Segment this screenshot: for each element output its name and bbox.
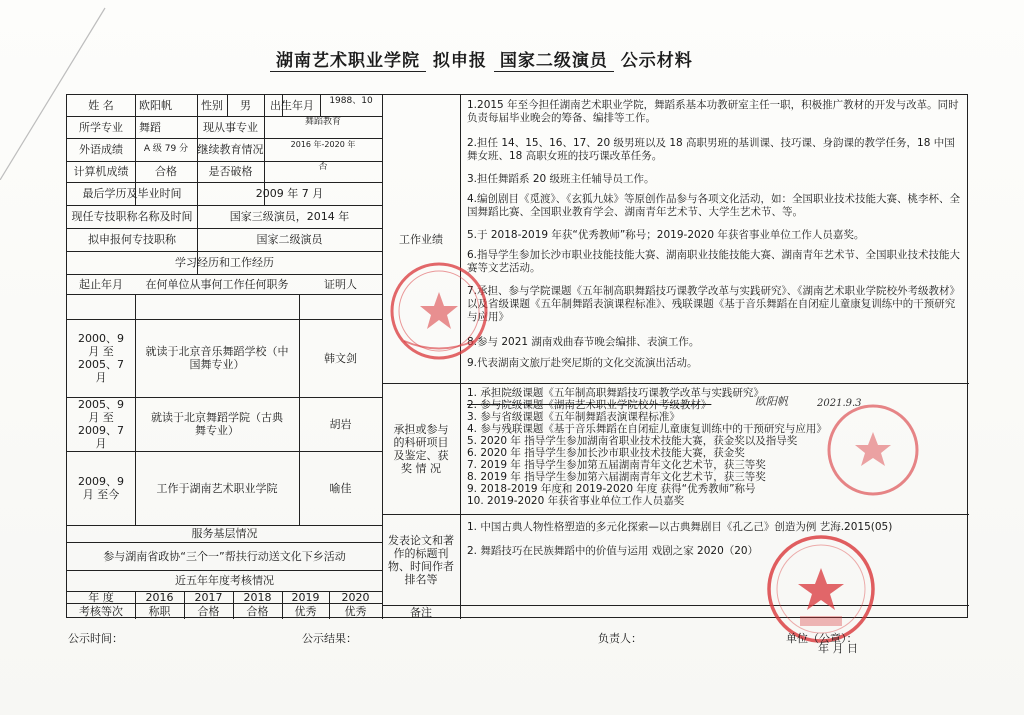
work-item: 1.2015 年至今担任湖南艺术职业学院，舞蹈系基本功教研室主任一职，积极推广教材的开发与改革。同时负责每届毕业晚会的筹备、编排等工作。 <box>467 99 959 124</box>
work-item: 5.于 2018-2019 年获“优秀教师”称号；2019-2020 年获省事业单位工作人员嘉奖。 <box>467 229 865 241</box>
remark-label: 备注 <box>410 605 432 619</box>
title-position: 国家二级演员 <box>494 51 614 72</box>
title-now-label: 现任专技职称名称及时间 <box>71 210 193 223</box>
research-item: 2. 参与院级课题《湖南艺术职业学院校外考级教材》 <box>467 399 712 411</box>
exp-row-witness: 喻佳 <box>329 481 352 495</box>
exp-header-unit: 在何单位从事何工作任何职务 <box>145 277 289 291</box>
continuing-label: 继续教育情况 <box>197 143 264 156</box>
assessment-grade: 称职 <box>148 604 171 618</box>
assessment-label: 近五年年度考核情况 <box>175 574 274 587</box>
title-apply-value: 国家二级演员 <box>256 233 323 246</box>
assessment-grade: 合格 <box>246 604 269 618</box>
major-value: 舞蹈 <box>139 120 161 134</box>
exp-row-period: 2000、9月 至 2005、7月 <box>78 332 124 384</box>
paper-item: 2. 舞蹈技巧在民族舞蹈中的价值与运用 戏剧之家 2020（20） <box>467 545 759 557</box>
work-item: 8.参与 2021 湖南戏曲春节晚会编排、表演工作。 <box>467 336 700 348</box>
footer-date-label: 年 月 日 <box>818 642 858 655</box>
research-item: 4. 参与残联课题《基于音乐舞蹈在自闭症儿童康复训练中的干预研究与应用》 <box>467 423 827 435</box>
research-item: 6. 2020 年 指导学生参加长沙市职业技术技能大赛，获金奖 <box>467 447 745 459</box>
application-form-table <box>66 94 968 618</box>
work-item: 9.代表湖南文旅厅赴突尼斯的文化交流演出活动。 <box>467 357 698 369</box>
title-school: 湖南艺术职业学院 <box>270 51 426 72</box>
work-item: 4.编创剧目《觅渡》、《玄狐九妹》等原创作品参与各项文化活动，如：全国职业技术技能大赛、桃李杯、全国舞蹈比赛、全国职业教育学会、湖南青年艺术节、大学生艺术节、等。 <box>467 193 961 218</box>
birth-label: 出生年月 <box>270 99 314 112</box>
footer-unit-label: 单位（公章）： <box>786 632 858 645</box>
assessment-grade: 优秀 <box>294 604 317 618</box>
research-item: 8. 2019 年 指导学生参加第六届湖南青年文化艺术节，获三等奖 <box>467 471 766 483</box>
current-major-label: 现从事专业 <box>203 120 258 134</box>
computer-value: 合格 <box>155 165 177 178</box>
document-title <box>270 46 693 71</box>
footer-result-label: 公示结果： <box>302 632 357 645</box>
birth-value: 1988、10 <box>329 96 373 106</box>
footer-leader-label: 负责人： <box>598 632 642 645</box>
name-label: 姓 名 <box>88 99 114 112</box>
edu-label: 最后学历及毕业时间 <box>82 187 182 200</box>
work-item: 3.担任舞蹈系 20 级班主任辅导员工作。 <box>467 173 655 185</box>
continuing-value: 2016 年-2020 年 <box>290 140 356 149</box>
service-label: 服务基层情况 <box>191 527 258 540</box>
exempt-value: 否 <box>318 162 328 172</box>
research-label: 承担或参与的科研项目及鉴定、获奖 情 况 <box>393 422 449 475</box>
exp-header-period: 起止年月 <box>79 277 123 291</box>
foreign-label: 外语成绩 <box>79 143 123 156</box>
assessment-grade-label: 考核等次 <box>79 604 123 618</box>
current-major-value: 舞蹈教育 <box>304 117 341 127</box>
research-item: 3. 参与省级课题《五年制舞蹈表演课程标准》 <box>467 411 680 423</box>
work-item: 2.担任 14、15、16、17、20 级男班以及 18 高职男班的基训课、技巧课、身韵课的教学任务，18 中国舞女班、18 高职女班的技巧课改革任务。 <box>467 137 955 162</box>
title-suffix: 公示材料 <box>620 51 693 71</box>
foreign-value: A 级 79 分 <box>143 144 189 154</box>
research-item: 5. 2020 年 指导学生参加湖南省职业技术技能大赛，获金奖以及指导奖 <box>467 435 798 447</box>
title-now-value: 国家三级演员，2014 年 <box>229 210 350 223</box>
papers-label: 发表论文和著作的标题刊物、时间作者排名等 <box>388 533 454 586</box>
research-item: 1. 承担院级课题《五年制高职舞蹈技巧课教学改革与实践研究》 <box>467 387 764 399</box>
exp-row-period: 2005、9月 至 2009、7月 <box>78 398 124 450</box>
exempt-label: 是否破格 <box>208 165 253 178</box>
assessment-year: 2020 <box>341 590 370 604</box>
exp-header-witness: 证明人 <box>324 277 357 291</box>
assessment-year-label: 年 度 <box>88 590 114 604</box>
sex-label: 性别 <box>201 99 223 112</box>
service-content: 参与湖南省政协“三个一”帮扶行动送文化下乡活动 <box>103 549 346 563</box>
footer-time-label: 公示时间： <box>68 632 123 645</box>
computer-label: 计算机成绩 <box>73 165 129 178</box>
sex-value: 男 <box>240 99 251 112</box>
major-label: 所学专业 <box>79 120 123 134</box>
assessment-year: 2017 <box>194 590 223 604</box>
work-item: 6.指导学生参加长沙市职业技能技能大赛、湖南职业技能技能大赛、湖南青年艺术节、全国职业技术技能大赛等文艺活动。 <box>467 249 961 274</box>
handwritten-signature: 欧阳帆 <box>755 395 788 408</box>
experience-section-label: 学习经历和工作经历 <box>175 256 274 269</box>
handwritten-date: 2021.9.3 <box>817 398 862 409</box>
title-mid: 拟申报 <box>432 51 487 71</box>
work-item: 7.承担、参与学院课题《五年制高职舞蹈技巧课教学改革与实践研究》、《湖南艺术职业学院校外考级教材》以及省级课题《五年制舞蹈表演课程标准》、残联课题《基于音乐舞蹈在自闭症儿童康复训练中的干预研究与应用》 <box>467 285 961 323</box>
research-item: 9. 2018-2019 年度和 2019-2020 年度 获得“优秀教师”称号 <box>467 483 756 495</box>
exp-row-witness: 韩文剑 <box>324 351 357 365</box>
assessment-grade: 合格 <box>197 604 220 618</box>
exp-row-unit: 就读于北京音乐舞蹈学校（中国舞专业） <box>145 345 289 371</box>
edu-value: 2009 年 7 月 <box>255 187 324 200</box>
title-apply-label: 拟申报何专技职称 <box>88 233 176 246</box>
work-label: 工作业绩 <box>399 232 443 246</box>
assessment-year: 2016 <box>145 590 174 604</box>
research-item: 10. 2019-2020 年获省事业单位工作人员嘉奖 <box>467 495 685 507</box>
exp-row-unit: 工作于湖南艺术职业学院 <box>156 481 278 495</box>
assessment-year: 2018 <box>243 590 272 604</box>
name-value: 欧阳帆 <box>139 99 172 112</box>
exp-row-unit: 就读于北京舞蹈学院（古典舞专业） <box>151 411 283 437</box>
exp-row-witness: 胡岩 <box>329 417 352 431</box>
research-item: 7. 2019 年 指导学生参加第五届湖南青年文化艺术节，获三等奖 <box>467 459 766 471</box>
assessment-grade: 优秀 <box>344 604 367 618</box>
paper-item: 1. 中国古典人物性格塑造的多元化探索—以古典舞剧目《孔乙己》创造为例 艺海.2015(05) <box>467 521 893 533</box>
exp-row-period: 2009、9月 至今 <box>78 475 124 501</box>
assessment-year: 2019 <box>291 590 320 604</box>
